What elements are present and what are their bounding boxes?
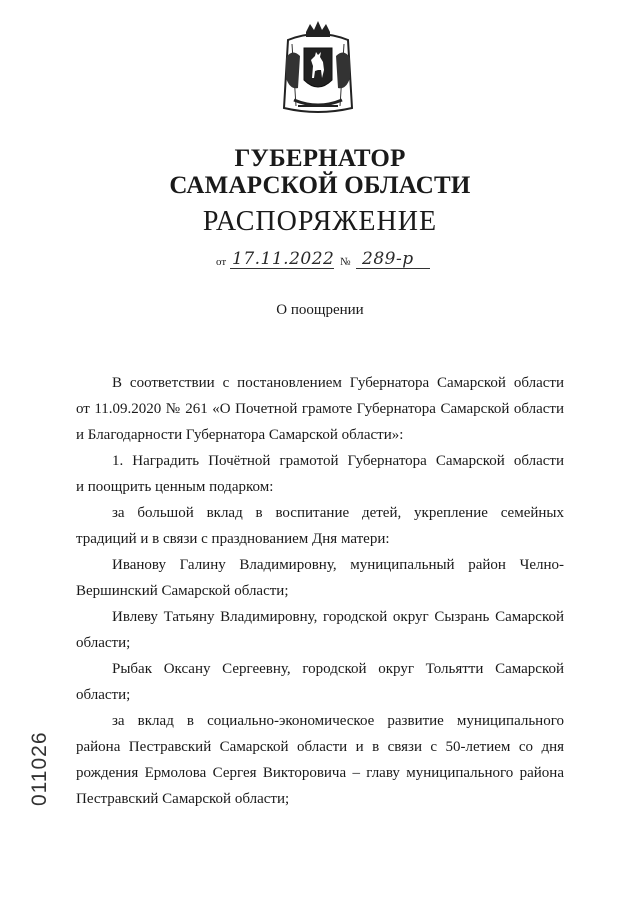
document-subject: О поощрении [276,302,364,318]
body-line: традиций и в связи с празднованием Дня матери: [76,531,390,547]
body-line: области; [76,635,131,651]
body-line: района Пестравский Самарской области и в связи с 50-летием со дня [76,739,564,755]
issuer-title-line1: ГУБЕРНАТОР [234,145,406,172]
body-line: Вершинский Самарской области; [76,583,289,599]
registration-line [216,248,436,274]
samara-coat-of-arms-icon [278,18,358,118]
date-value: 17.11.2022 [232,249,335,269]
number-value: 289-р [362,249,414,269]
number-label: № [340,256,351,268]
body-line: за большой вклад в воспитание детей, укрепление семейных [112,505,564,521]
document-type-title: РАСПОРЯЖЕНИЕ [202,206,438,237]
body-line: Пестравский Самарской области; [76,791,290,807]
body-line: Рыбак Оксану Сергеевну, городской округ Тольятти Самарской [112,661,564,677]
issuer-title-line2: САМАРСКОЙ ОБЛАСТИ [169,172,471,199]
body-line: за вклад в социально-экономическое развитие муниципального [112,713,564,729]
body-line: и поощрить ценным подарком: [76,479,274,495]
form-serial-number: 011026 [28,731,51,806]
body-line: 1. Наградить Почётной грамотой Губернатора Самарской области [112,453,564,469]
body-line: и Благодарности Губернатора Самарской области»: [76,427,404,443]
body-line: В соответствии с постановлением Губернатора Самарской области [112,375,564,391]
body-line: рождения Ермолова Сергея Викторовича – главу муниципального района [76,765,564,781]
body-line: Ивлеву Татьяну Владимировну, городской округ Сызрань Самарской [112,609,564,625]
body-line: от 11.09.2020 № 261 «О Почетной грамоте Губернатора Самарской области [76,401,564,417]
body-line: области; [76,687,131,703]
body-line: Иванову Галину Владимировну, муниципальный район Челно- [112,557,564,573]
date-label: от [216,256,227,268]
